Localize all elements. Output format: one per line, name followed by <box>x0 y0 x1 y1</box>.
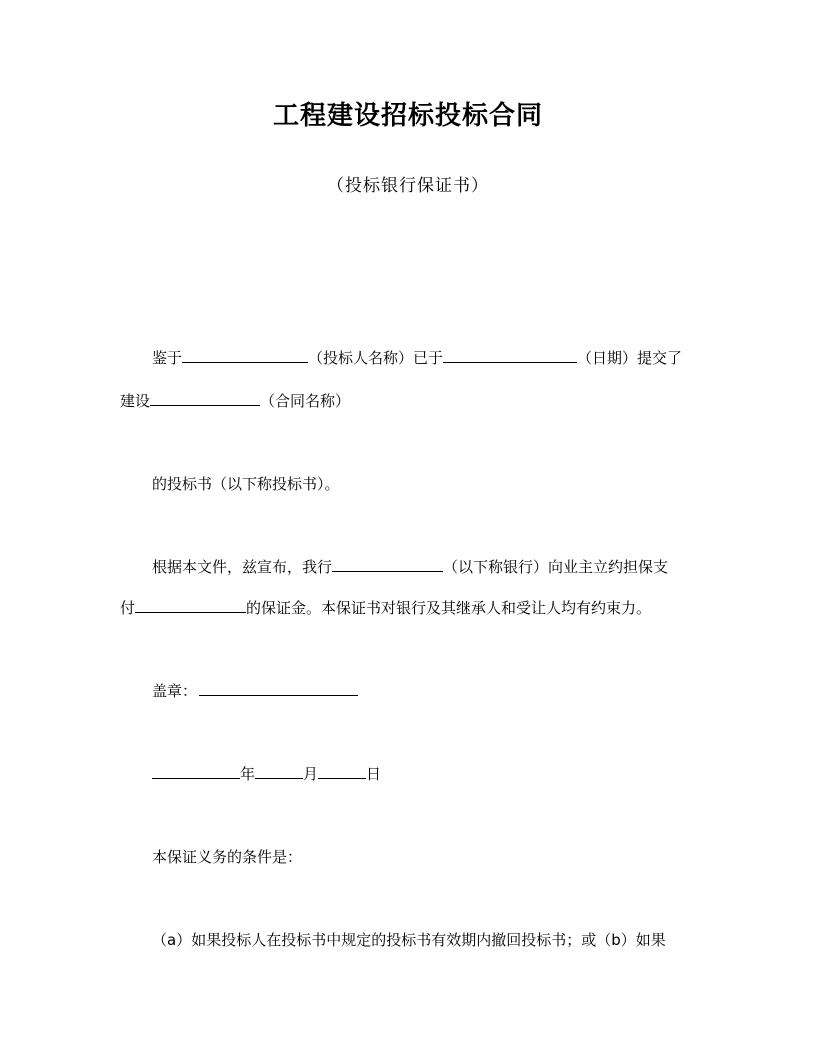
seal-blank <box>199 679 358 696</box>
paragraph-2 <box>120 389 350 413</box>
text-jianyu: 鉴于 <box>152 349 183 367</box>
paragraph-4 <box>152 555 668 579</box>
year-label: 年 <box>240 765 256 783</box>
date-blank <box>443 346 577 363</box>
text-bidder-name-label: （投标人名称）已于 <box>308 349 444 367</box>
year-blank <box>152 762 240 779</box>
month-label: 月 <box>303 765 319 783</box>
text-bank-guarantee: （以下称银行）向业主立约担保支 <box>443 558 669 576</box>
document-title: 工程建设招标投标合同 <box>272 101 543 131</box>
condition-a: （a）如果投标人在投标书中规定的投标书有效期内撤回投标书；或（b）如果 <box>152 931 666 949</box>
text-declaration: 根据本文件，兹宣布，我行 <box>152 558 333 576</box>
day-label: 日 <box>366 765 382 783</box>
seal-line <box>152 679 358 703</box>
text-fu: 付 <box>120 599 136 617</box>
text-contract-name-label: （合同名称） <box>260 392 351 410</box>
bank-name-blank <box>332 555 443 572</box>
amount-blank <box>135 596 246 613</box>
paragraph-5 <box>120 596 651 620</box>
document-subtitle: （投标银行保证书） <box>327 176 489 196</box>
day-blank <box>318 762 366 779</box>
text-date-submitted: （日期）提交了 <box>577 349 683 367</box>
paragraph-3: 的投标书（以下称投标书）。 <box>152 475 340 493</box>
seal-label: 盖章： <box>152 682 198 700</box>
paragraph-1 <box>152 346 682 370</box>
contract-name-blank <box>150 389 260 406</box>
text-jianshe: 建设 <box>120 392 151 410</box>
conditions-intro: 本保证义务的条件是： <box>152 848 303 866</box>
text-binding-clause: 的保证金。本保证书对银行及其继承人和受让人均有约束力。 <box>246 599 652 617</box>
month-blank <box>255 762 303 779</box>
bidder-name-blank <box>182 346 308 363</box>
date-line <box>152 762 381 786</box>
